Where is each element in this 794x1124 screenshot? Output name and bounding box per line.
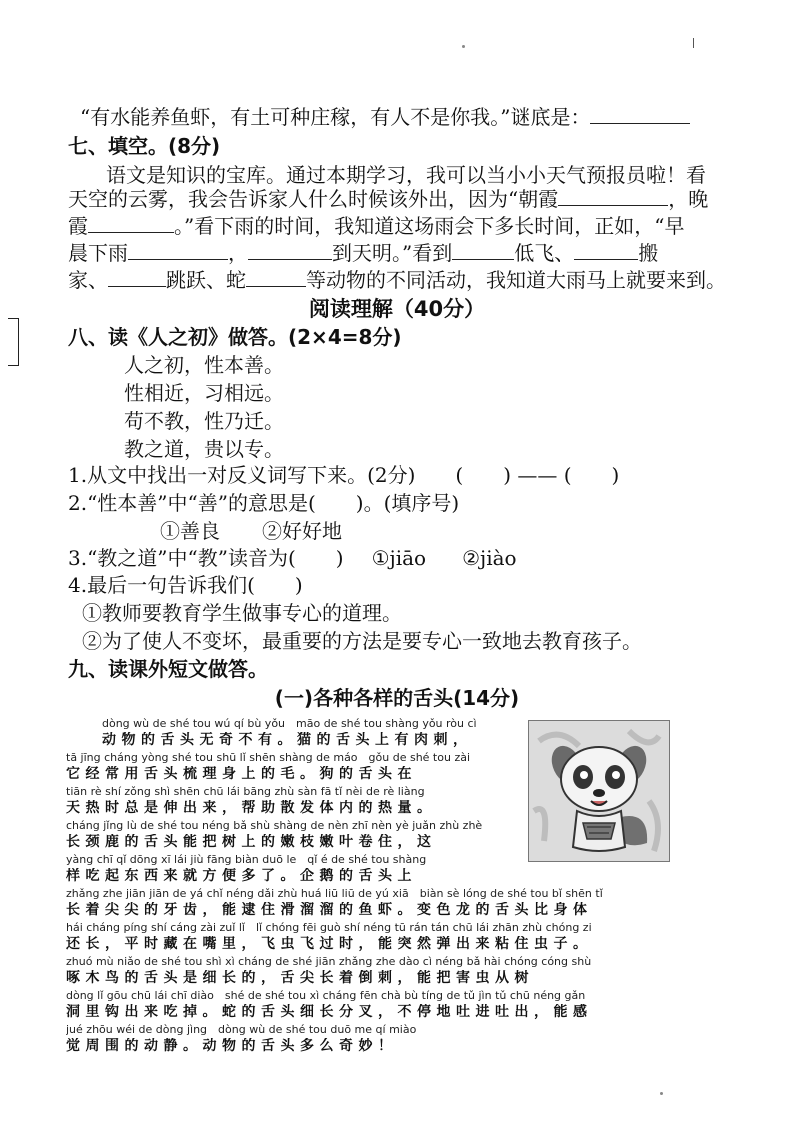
scan-speck — [462, 45, 465, 48]
section-7-line-5: 家、 跳跃、蛇 等动物的不同活动，我知道大雨马上就要来到。 — [68, 268, 726, 292]
question-4-option-1[interactable]: ①教师要教育学生做事专心的道理。 — [82, 601, 402, 625]
hanzi-line: 天热时总是伸出来，帮助散发体内的热量。 — [66, 800, 437, 816]
section-7-line-4: 晨下雨 ， 到天明。”看到 低飞、 搬 — [68, 241, 659, 265]
scan-speck — [660, 1092, 663, 1095]
section-7-line-1: 语文是知识的宝库。通过本期学习，我可以当小小天气预报员啦！看 — [106, 163, 706, 187]
hanzi-line: 啄木鸟的舌头是细长的，舌尖长着倒刺，能把害虫从树 — [66, 970, 534, 986]
hanzi-line: 它经常用舌头梳理身上的毛。狗的舌头在 — [66, 766, 417, 782]
pinyin-line: dòng wù de shé tou wú qí bù yǒu māo de shé tou shàng yǒu ròu cì — [102, 717, 477, 730]
blank-evening-glow[interactable] — [88, 212, 174, 233]
hanzi-line: 动物的舌头无奇不有。猫的舌头上有肉刺， — [102, 732, 473, 748]
blank-flying-low[interactable] — [452, 239, 514, 260]
reading-section-title: 阅读理解（40分） — [308, 297, 486, 321]
pinyin-line: tiān rè shí zǒng shì shēn chū lái bāng zhù sàn fā tǐ nèi de rè liàng — [66, 785, 425, 798]
pinyin-line: hái cháng píng shí cáng zài zuǐ lǐ lǐ chóng fēi guò shí néng tū rán tán chū lái zhān zhù chóng zi — [66, 921, 592, 934]
blank-moving-home[interactable] — [574, 239, 638, 260]
binding-edge-mark — [8, 318, 19, 366]
option-1[interactable]: ①jiāo — [371, 546, 427, 570]
hanzi-line: 长颈鹿的舌头能把树上的嫩枝嫩叶卷住，这 — [66, 834, 437, 850]
riddle-text: “有水能养鱼虾，有土可种庄稼，有人不是你我。”谜底是： — [80, 105, 591, 129]
section-7-line-2: 天空的云雾，我会告诉家人什么时候该外出，因为“朝霞 ，晚 — [68, 187, 709, 211]
pinyin-line: yàng chī qǐ dōng xī lái jiù fāng biàn duō le qǐ é de shé tou shàng — [66, 853, 427, 866]
hanzi-line: 洞里钩出来吃掉。蛇的舌头细长分叉，不停地吐进吐出，能感 — [66, 1004, 593, 1020]
section-7-line-3: 霞 。”看下雨的时间，我知道这场雨会下多长时间，正如，“早 — [68, 214, 685, 238]
poem-line-3: 苟不教，性乃迁。 — [124, 409, 284, 433]
question-4: 4.最后一句告诉我们( ) — [68, 573, 303, 597]
cartoon-dog-illustration — [528, 720, 670, 862]
scan-mark — [693, 38, 694, 48]
question-4-option-2[interactable]: ②为了使人不变坏，最重要的方法是要专心一致地去教育孩子。 — [82, 629, 642, 653]
pinyin-line: jué zhōu wéi de dòng jìng dòng wù de shé tou duō me qí miào — [66, 1023, 417, 1036]
passage-title: (一)各种各样的舌头(14分) — [274, 686, 520, 710]
hanzi-line: 长着尖尖的牙齿，能逮住滑溜溜的鱼虾。变色龙的舌头比身体 — [66, 902, 593, 918]
blank-until-dawn[interactable] — [248, 239, 332, 260]
option-1[interactable]: ①善良 — [160, 519, 220, 543]
pinyin-line: tā jīng cháng yòng shé tou shū lǐ shēn shàng de máo gǒu de shé tou zài — [66, 751, 471, 764]
pinyin-line — [66, 1057, 676, 1072]
poem-line-4: 教之道，贵以专。 — [124, 437, 284, 461]
hanzi-line — [66, 1072, 676, 1091]
cartoon-dog-drawing — [529, 721, 669, 861]
question-3: 3.“教之道”中“教”读音为( ) ①jiāo ②jiào — [68, 546, 517, 570]
option-2[interactable]: ②jiào — [462, 546, 517, 570]
section-7-title: 七、填空。(8分) — [68, 134, 221, 158]
hanzi-line: 样吃起东西来就方便多了。企鹅的舌头上 — [66, 868, 417, 884]
blank-snake[interactable] — [246, 266, 306, 287]
section-8-title: 八、读《人之初》做答。(2×4=8分) — [68, 325, 402, 349]
pinyin-line: zhuó mù niǎo de shé tou shì xì cháng de shé jiān zhǎng zhe dào cì néng bǎ hài chóng cóng shù — [66, 955, 592, 968]
question-2: 2.“性本善”中“善”的意思是( )。(填序号) — [68, 491, 460, 515]
blank-jumping[interactable] — [108, 266, 166, 287]
question-2-options — [160, 517, 342, 545]
section-9-title: 九、读课外短文做答。 — [68, 657, 268, 681]
poem-line-2: 性相近，习相远。 — [124, 381, 284, 405]
blank-morning-glow[interactable] — [558, 185, 668, 206]
question-1: 1.从文中找出一对反义词写下来。(2分) ( ) —— ( ) — [68, 463, 620, 487]
hanzi-line: 还长，平时藏在嘴里，飞虫飞过时，能突然弹出来粘住虫子。 — [66, 936, 593, 952]
hanzi-line: 觉周围的动静。动物的舌头多么奇妙！ — [66, 1038, 398, 1054]
riddle-answer-blank[interactable] — [590, 103, 690, 124]
pinyin-line: zhǎng zhe jiān jiān de yá chǐ néng dǎi zhù huá liū liū de yú xiā biàn sè lóng de shé tou bǐ shēn tǐ — [66, 887, 603, 900]
pinyin-line: dòng lǐ gōu chū lái chī diào shé de shé tou xì cháng fēn chà bù tíng de tǔ jìn tǔ chū néng gǎn — [66, 989, 586, 1002]
pinyin-line: cháng jǐng lù de shé tou néng bǎ shù shàng de nèn zhī nèn yè juǎn zhù zhè — [66, 819, 483, 832]
blank-morning-rain[interactable] — [128, 239, 228, 260]
poem-line-1: 人之初，性本善。 — [124, 353, 284, 377]
riddle-line — [80, 103, 690, 131]
option-2[interactable]: ②好好地 — [262, 519, 342, 543]
